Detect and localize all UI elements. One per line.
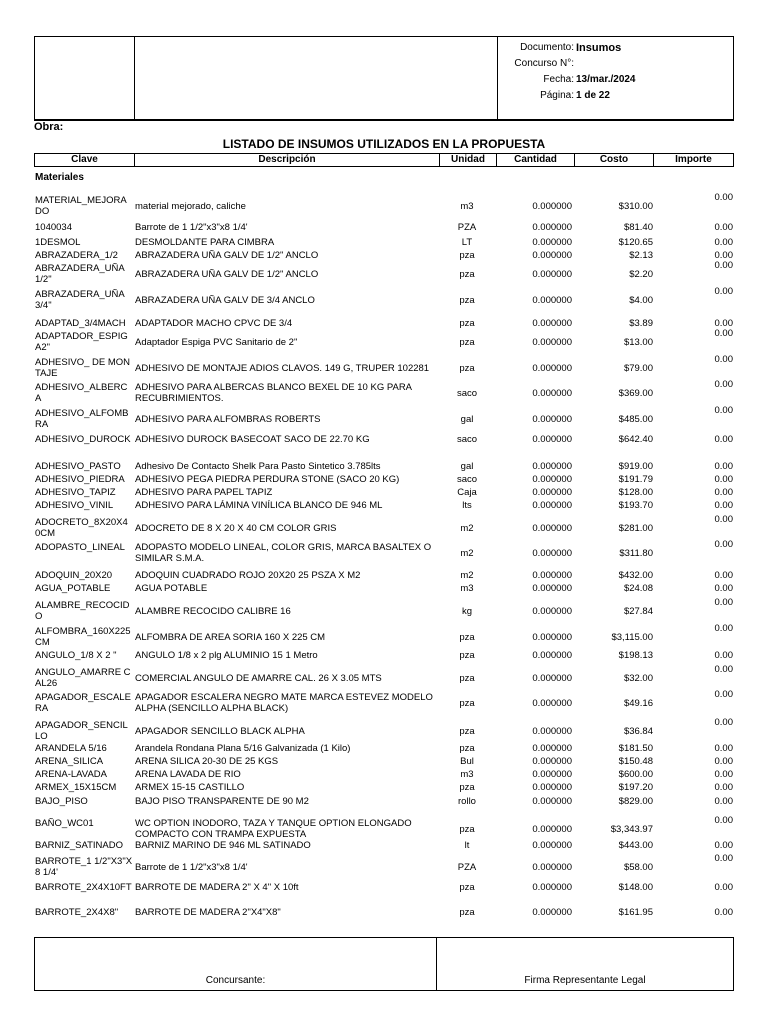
obra-label: Obra:	[34, 121, 64, 133]
cell-descripcion: Barrote de 1 1/2"x3"x8 1/4'	[135, 222, 248, 233]
cell-importe: 0.00	[714, 769, 733, 780]
cell-descripcion: DESMOLDANTE PARA CIMBRA	[135, 237, 275, 248]
cell-costo: $600.00	[618, 769, 653, 780]
cell-costo: $197.20	[618, 782, 653, 793]
cell-cantidad: 0.000000	[532, 606, 572, 617]
cell-descripcion: ALFOMBRA DE AREA SORIA 160 X 225 CM	[135, 632, 326, 643]
cell-cantidad: 0.000000	[532, 796, 572, 807]
cell-unidad: pza	[459, 698, 475, 709]
header-divider	[134, 37, 135, 119]
cell-costo: $829.00	[618, 796, 653, 807]
cell-cantidad: 0.000000	[532, 269, 572, 280]
cell-descripcion: ABRAZADERA UÑA GALV DE 1/2" ANCLO	[135, 250, 319, 261]
cell-costo: $485.00	[618, 414, 653, 425]
signature-box	[34, 937, 734, 991]
cell-clave: ADAPTADOR_ESPIGA2"	[35, 331, 128, 353]
cell-descripcion: ARENA LAVADA DE RIO	[135, 769, 241, 780]
cell-importe: 0.00	[714, 461, 733, 472]
cell-unidad: lt	[464, 840, 470, 851]
column-header-row	[34, 153, 734, 167]
cell-descripcion: ADHESIVO PARA ALBERCAS BLANCO BEXEL DE 10 KG PARA RECUBRIMIENTOS.	[135, 382, 412, 404]
cell-clave: ANGULO_AMARRE CAL26	[35, 667, 131, 689]
cell-unidad: saco	[456, 388, 478, 399]
cell-cantidad: 0.000000	[532, 583, 572, 594]
cell-descripcion: ALAMBRE RECOCIDO CALIBRE 16	[135, 606, 291, 617]
cell-clave: BARROTE_2X4X10FT	[35, 882, 132, 893]
cell-descripcion: ADOQUIN CUADRADO ROJO 20X20 25 PSZA X M2	[135, 570, 361, 581]
cell-descripcion: ADAPTADOR MACHO CPVC DE 3/4	[135, 318, 293, 329]
cell-clave: APAGADOR_ESCALERA	[35, 692, 131, 714]
cell-importe: 0.00	[714, 405, 733, 416]
cell-importe: 0.00	[714, 192, 733, 203]
cell-importe: 0.00	[714, 796, 733, 807]
cell-costo: $58.00	[623, 862, 653, 873]
cell-importe: 0.00	[714, 487, 733, 498]
cell-cantidad: 0.000000	[532, 250, 572, 261]
cell-descripcion: WC OPTION INODORO, TAZA Y TANQUE OPTION ELONGADO COMPACTO CON TRAMPA EXPUESTA	[135, 818, 412, 840]
cell-importe: 0.00	[714, 250, 733, 261]
cell-unidad: Bul	[460, 756, 474, 767]
concurso-value	[574, 56, 576, 72]
cell-descripcion: ADHESIVO PEGA PIEDRA PERDURA STONE (SACO 20 KG)	[135, 474, 400, 485]
cell-clave: BARROTE_1 1/2"X3"X8 1/4'	[35, 856, 133, 878]
cell-descripcion: ABRAZADERA UÑA GALV DE 1/2" ANCLO	[135, 269, 319, 280]
cell-clave: BAJO_PISO	[35, 796, 88, 807]
cell-costo: $27.84	[623, 606, 653, 617]
cell-clave: ADHESIVO_ DE MONTAJE	[35, 357, 131, 379]
cell-cantidad: 0.000000	[532, 461, 572, 472]
cell-importe: 0.00	[714, 756, 733, 767]
cell-unidad: saco	[456, 434, 478, 445]
cell-descripcion: Barrote de 1 1/2"x3"x8 1/4'	[135, 862, 248, 873]
cell-importe: 0.00	[714, 623, 733, 634]
cell-clave: ADHESIVO_PIEDRA	[35, 474, 125, 485]
cell-clave: ABRAZADERA_UÑA 1/2"	[35, 263, 125, 285]
cell-costo: $3,343.97	[610, 824, 653, 835]
cell-unidad: pza	[459, 650, 475, 661]
cell-unidad: pza	[459, 673, 475, 684]
cell-clave: ARENA-LAVADA	[35, 769, 107, 780]
cell-costo: $24.08	[623, 583, 653, 594]
cell-importe: 0.00	[714, 539, 733, 550]
cell-cantidad: 0.000000	[532, 487, 572, 498]
cell-clave: BARNIZ_SATINADO	[35, 840, 123, 851]
cell-cantidad: 0.000000	[532, 222, 572, 233]
cell-costo: $120.65	[618, 237, 653, 248]
cell-importe: 0.00	[714, 222, 733, 233]
cell-clave: ADOPASTO_LINEAL	[35, 542, 125, 553]
cell-importe: 0.00	[714, 815, 733, 826]
cell-descripcion: BAJO PISO TRANSPARENTE DE 90 M2	[135, 796, 309, 807]
cell-clave: ABRAZADERA_UÑA 3/4"	[35, 289, 125, 311]
cell-cantidad: 0.000000	[532, 782, 572, 793]
cell-importe: 0.00	[714, 650, 733, 661]
cell-importe: 0.00	[714, 318, 733, 329]
cell-unidad: gal	[460, 414, 474, 425]
cell-cantidad: 0.000000	[532, 673, 572, 684]
cell-clave: ADOQUIN_20X20	[35, 570, 113, 581]
cell-costo: $310.00	[618, 201, 653, 212]
cell-importe: 0.00	[714, 689, 733, 700]
cell-descripcion: ABRAZADERA UÑA GALV DE 3/4 ANCLO	[135, 295, 315, 306]
cell-cantidad: 0.000000	[532, 862, 572, 873]
section-title: Materiales	[35, 172, 84, 183]
cell-clave: ALAMBRE_RECOCIDO	[35, 600, 130, 622]
cell-costo: $13.00	[623, 337, 653, 348]
cell-cantidad: 0.000000	[532, 523, 572, 534]
cell-unidad: LT	[461, 237, 473, 248]
cell-cantidad: 0.000000	[532, 318, 572, 329]
page-title: LISTADO DE INSUMOS UTILIZADOS EN LA PROPUESTA	[222, 137, 546, 151]
cell-unidad: pza	[459, 363, 475, 374]
cell-unidad: PZA	[457, 862, 477, 873]
cell-costo: $193.70	[618, 500, 653, 511]
cell-clave: ANGULO_1/8 X 2 "	[35, 650, 117, 661]
cell-importe: 0.00	[714, 743, 733, 754]
cell-costo: $311.80	[619, 548, 653, 559]
cell-unidad: pza	[459, 337, 475, 348]
cell-costo: $432.00	[618, 570, 653, 581]
cell-descripcion: Arandela Rondana Plana 5/16 Galvanizada (1 Kilo)	[135, 743, 351, 754]
cell-cantidad: 0.000000	[532, 698, 572, 709]
cell-clave: ADOCRETO_8X20X40CM	[35, 517, 128, 539]
cell-clave: ADHESIVO_ALBERCA	[35, 382, 128, 404]
cell-unidad: pza	[459, 824, 475, 835]
cell-importe: 0.00	[714, 782, 733, 793]
cell-descripcion: Adaptador Espiga PVC Sanitario de 2"	[135, 337, 298, 348]
cell-unidad: gal	[460, 461, 474, 472]
cell-clave: ABRAZADERA_1/2	[35, 250, 118, 261]
cell-importe: 0.00	[714, 882, 733, 893]
cell-unidad: Caja	[457, 487, 477, 498]
cell-costo: $181.50	[618, 743, 653, 754]
cell-clave: 1040034	[35, 222, 72, 233]
pagina-label: Página:	[540, 90, 574, 101]
cell-costo: $2.13	[629, 250, 653, 261]
cell-cantidad: 0.000000	[532, 237, 572, 248]
cell-unidad: m2	[460, 523, 474, 534]
cell-costo: $161.95	[618, 907, 653, 918]
cell-cantidad: 0.000000	[532, 743, 572, 754]
cell-descripcion: ADHESIVO PARA ALFOMBRAS ROBERTS	[135, 414, 321, 425]
cell-cantidad: 0.000000	[532, 363, 572, 374]
firma-label: Firma Representante Legal	[524, 975, 646, 986]
cell-descripcion: ADHESIVO DUROCK BASECOAT SACO DE 22.70 KG	[135, 434, 370, 445]
header-rule	[34, 119, 734, 121]
document-info	[498, 40, 734, 104]
cell-unidad: kg	[461, 606, 473, 617]
cell-clave: ARENA_SILICA	[35, 756, 104, 767]
cell-descripcion: ADHESIVO PARA PAPEL TAPIZ	[135, 487, 273, 498]
cell-cantidad: 0.000000	[532, 295, 572, 306]
cell-importe: 0.00	[714, 664, 733, 675]
cell-clave: ADHESIVO_VINIL	[35, 500, 114, 511]
cell-cantidad: 0.000000	[532, 882, 572, 893]
cell-clave: ADHESIVO_ALFOMBRA	[35, 408, 129, 430]
concurso-label: Concurso N°:	[514, 58, 574, 69]
cell-importe: 0.00	[714, 570, 733, 581]
cell-importe: 0.00	[714, 379, 733, 390]
cell-costo: $36.84	[623, 726, 653, 737]
cell-descripcion: ADOCRETO DE 8 X 20 X 40 CM COLOR GRIS	[135, 523, 337, 534]
documento-value: Insumos	[576, 42, 622, 54]
cell-costo: $198.13	[618, 650, 653, 661]
cell-clave: ARMEX_15X15CM	[35, 782, 117, 793]
cell-descripcion: BARROTE DE MADERA 2" X 4" X 10ft	[135, 882, 299, 893]
cell-costo: $32.00	[623, 673, 653, 684]
cell-unidad: pza	[459, 907, 475, 918]
cell-importe: 0.00	[714, 597, 733, 608]
cell-unidad: m3	[460, 583, 474, 594]
cell-cantidad: 0.000000	[532, 756, 572, 767]
cell-clave: MATERIAL_MEJORADO	[35, 195, 127, 217]
cell-importe: 0.00	[714, 583, 733, 594]
cell-unidad: pza	[459, 318, 475, 329]
cell-costo: $919.00	[618, 461, 653, 472]
cell-clave: BARROTE_2X4X8"	[35, 907, 119, 918]
cell-cantidad: 0.000000	[532, 824, 572, 835]
cell-unidad: rollo	[458, 796, 476, 807]
cell-cantidad: 0.000000	[532, 570, 572, 581]
cell-unidad: pza	[459, 882, 475, 893]
cell-descripcion: Adhesivo De Contacto Shelk Para Pasto Sintetico 3.785lts	[135, 461, 381, 472]
cell-unidad: pza	[459, 782, 475, 793]
cell-clave: AGUA_POTABLE	[35, 583, 111, 594]
cell-cantidad: 0.000000	[532, 726, 572, 737]
fecha-label: Fecha:	[543, 74, 574, 85]
cell-cantidad: 0.000000	[532, 840, 572, 851]
column-header-cantidad: Cantidad	[514, 154, 557, 165]
concursante-label: Concursante:	[205, 975, 266, 986]
cell-descripcion: COMERCIAL ANGULO DE AMARRE CAL. 26 X 3.05 MTS	[135, 673, 382, 684]
cell-cantidad: 0.000000	[532, 769, 572, 780]
cell-unidad: pza	[459, 269, 475, 280]
cell-descripcion: ANGULO 1/8 x 2 plg ALUMINIO 15 1 Metro	[135, 650, 318, 661]
cell-unidad: saco	[456, 474, 478, 485]
cell-cantidad: 0.000000	[532, 337, 572, 348]
cell-costo: $642.40	[618, 434, 653, 445]
cell-cantidad: 0.000000	[532, 907, 572, 918]
cell-importe: 0.00	[714, 354, 733, 365]
cell-cantidad: 0.000000	[532, 414, 572, 425]
cell-importe: 0.00	[714, 434, 733, 445]
cell-clave: ARANDELA 5/16	[35, 743, 107, 754]
cell-unidad: m3	[460, 201, 474, 212]
cell-costo: $81.40	[623, 222, 653, 233]
cell-costo: $443.00	[618, 840, 653, 851]
cell-importe: 0.00	[714, 840, 733, 851]
cell-clave: ADHESIVO_PASTO	[35, 461, 121, 472]
cell-unidad: pza	[459, 295, 475, 306]
cell-cantidad: 0.000000	[532, 632, 572, 643]
cell-unidad: PZA	[457, 222, 477, 233]
cell-descripcion: material mejorado, caliche	[135, 201, 246, 212]
cell-unidad: pza	[459, 250, 475, 261]
cell-costo: $3,115.00	[611, 632, 653, 643]
cell-costo: $49.16	[623, 698, 653, 709]
cell-descripcion: ARENA SILICA 20-30 DE 25 KGS	[135, 756, 279, 767]
cell-unidad: pza	[459, 726, 475, 737]
cell-descripcion: APAGADOR SENCILLO BLACK ALPHA	[135, 726, 305, 737]
cell-costo: $4.00	[629, 295, 653, 306]
cell-cantidad: 0.000000	[532, 434, 572, 445]
cell-costo: $2.20	[629, 269, 653, 280]
cell-costo: $369.00	[618, 388, 653, 399]
cell-cantidad: 0.000000	[532, 650, 572, 661]
cell-cantidad: 0.000000	[532, 548, 572, 559]
cell-clave: 1DESMOL	[35, 237, 81, 248]
cell-importe: 0.00	[714, 237, 733, 248]
cell-costo: $148.00	[618, 882, 653, 893]
cell-importe: 0.00	[714, 853, 733, 864]
cell-descripcion: BARROTE DE MADERA 2"X4"X8"	[135, 907, 281, 918]
cell-importe: 0.00	[714, 328, 733, 339]
cell-costo: $79.00	[623, 363, 653, 374]
column-header-unidad: Unidad	[451, 154, 485, 165]
cell-descripcion: AGUA POTABLE	[135, 583, 208, 594]
cell-costo: $191.79	[618, 474, 653, 485]
cell-cantidad: 0.000000	[532, 474, 572, 485]
cell-descripcion: ADHESIVO PARA LÁMINA VINÍLICA BLANCO DE 946 ML	[135, 500, 383, 511]
cell-costo: $128.00	[618, 487, 653, 498]
cell-descripcion: ADHESIVO DE MONTAJE ADIOS CLAVOS. 149 G, TRUPER 102281	[135, 363, 430, 374]
cell-descripcion: APAGADOR ESCALERA NEGRO MATE MARCA ESTEVEZ MODELO ALPHA (SENCILLO ALPHA BLACK)	[135, 692, 433, 714]
pagina-value: 1 de 22	[576, 90, 610, 101]
fecha-value: 13/mar./2024	[576, 74, 636, 85]
cell-unidad: pza	[459, 632, 475, 643]
cell-unidad: m2	[460, 570, 474, 581]
cell-costo: $3.89	[629, 318, 653, 329]
cell-unidad: m3	[460, 769, 474, 780]
column-header-clave: Clave	[71, 154, 98, 165]
column-header-importe: Importe	[675, 154, 712, 165]
cell-importe: 0.00	[714, 286, 733, 297]
cell-clave: APAGADOR_SENCILLO	[35, 720, 128, 742]
cell-costo: $281.00	[618, 523, 653, 534]
cell-importe: 0.00	[714, 717, 733, 728]
cell-descripcion: BARNIZ MARINO DE 946 ML SATINADO	[135, 840, 311, 851]
cell-clave: ALFOMBRA_160X225 CM	[35, 626, 131, 648]
column-header-descripcion: Descripción	[258, 154, 316, 165]
cell-importe: 0.00	[714, 514, 733, 525]
cell-costo: $150.48	[618, 756, 653, 767]
cell-importe: 0.00	[714, 260, 733, 271]
cell-unidad: lts	[462, 500, 472, 511]
cell-importe: 0.00	[714, 474, 733, 485]
cell-clave: ADHESIVO_DUROCK	[35, 434, 131, 445]
cell-importe: 0.00	[714, 907, 733, 918]
cell-unidad: pza	[459, 743, 475, 754]
cell-clave: ADAPTAD_3/4MACH	[35, 318, 126, 329]
cell-descripcion: ARMEX 15-15 CASTILLO	[135, 782, 245, 793]
cell-cantidad: 0.000000	[532, 201, 572, 212]
cell-cantidad: 0.000000	[532, 500, 572, 511]
cell-cantidad: 0.000000	[532, 388, 572, 399]
documento-label: Documento:	[520, 42, 574, 53]
column-header-costo: Costo	[599, 154, 629, 165]
cell-descripcion: ADOPASTO MODELO LINEAL, COLOR GRIS, MARCA BASALTEX O SIMILAR S.M.A.	[135, 542, 432, 564]
cell-unidad: m2	[460, 548, 474, 559]
cell-clave: ADHESIVO_TAPIZ	[35, 487, 116, 498]
cell-clave: BAÑO_WC01	[35, 818, 94, 829]
cell-importe: 0.00	[714, 500, 733, 511]
